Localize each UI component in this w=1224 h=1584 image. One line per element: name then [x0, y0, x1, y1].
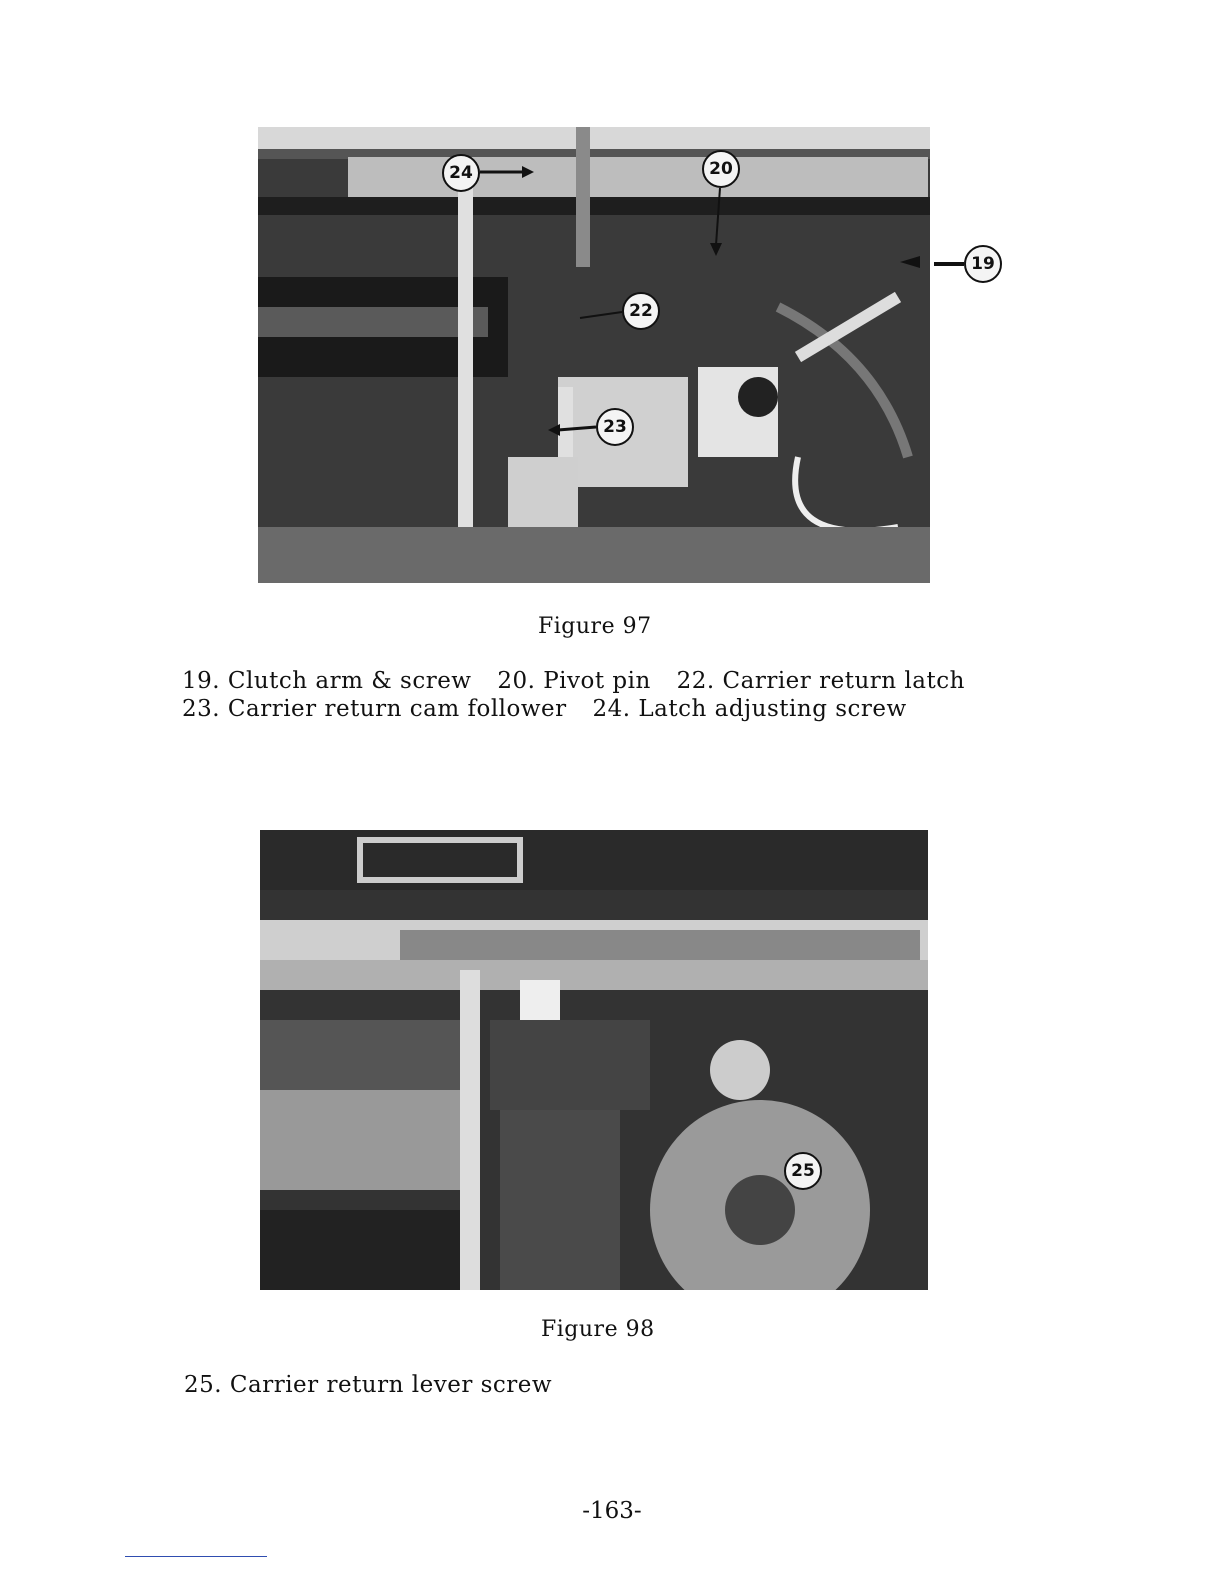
- figure-97-caption: Figure 97: [538, 614, 652, 639]
- figure-98-caption: Figure 98: [541, 1317, 655, 1342]
- callout-23: 23: [596, 408, 634, 446]
- figure-98-photo: [260, 830, 928, 1290]
- footer-rule: [125, 1556, 267, 1557]
- figure-97-legend-line-2: [182, 696, 925, 722]
- legend-item-20: 20. Pivot pin: [497, 668, 651, 694]
- callout-25: 25: [784, 1152, 822, 1190]
- legend-item-23: 23. Carrier return cam follower: [182, 696, 567, 722]
- legend-item-22: 22. Carrier return latch: [676, 668, 965, 694]
- callout-22: 22: [622, 292, 660, 330]
- legend-item-25: 25. Carrier return lever screw: [184, 1372, 553, 1398]
- callout-19: 19: [964, 245, 1002, 283]
- page-number: -163-: [582, 1498, 642, 1524]
- legend-item-24: 24. Latch adjusting screw: [592, 696, 907, 722]
- callout-24: 24: [442, 154, 480, 192]
- figure-97-photo: [258, 127, 930, 583]
- figure-98-legend: [184, 1372, 570, 1398]
- legend-item-19: 19. Clutch arm & screw: [182, 668, 472, 694]
- figure-97-legend-line-1: [182, 668, 983, 694]
- callout-20: 20: [702, 150, 740, 188]
